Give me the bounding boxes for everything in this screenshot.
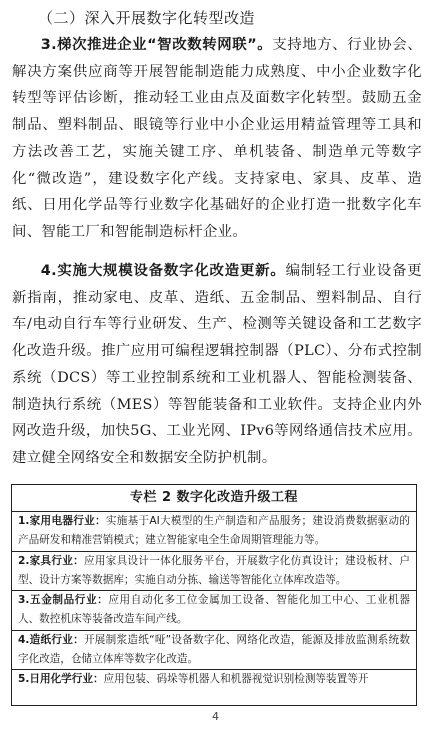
box-item-body: 开展制浆造纸“哑”设备数字化、网络化改造，能源及排放监测系统数字化改造，仓储立体库等数字化改造。 [18,633,410,666]
box-item-head: 2.家具行业： [18,554,85,567]
box-title: 专栏 2 数字化改造升级工程 [12,485,416,512]
box-item-head: 4.造纸行业： [18,633,84,646]
box-item-furniture [12,552,416,592]
box-item-head: 5.日用化学行业： [18,673,104,686]
box-item-daily-chemicals [12,670,416,689]
paragraph-body: 支持地方、行业协会、解决方案供应商等开展智能制造能力成熟度、中小企业数字化转型等评估诊断，推动轻工业由点及面数字化转型。鼓励五金制品、塑料制品、眼镜等行业中小企业运用精益管理等工具和方法改善工艺，实施关键工序、单机装备、制造单元等数字化“微改造”，建设数字化产线。支持家电、家具、皮革、造纸、日用化学品等行业数字化基础好的企业打造一批数字化车间、智能工厂和智能制造标杆企业。 [12,37,422,240]
page-number: 4 [212,710,219,723]
box-item-body: 应用自动化多工位金属加工设备、智能化加工中心、工业机器人、数控机床等装备改造车间产线。 [18,594,410,626]
box-item-body: 应用包装、码垛等机器人和机器视觉识别检测等装置等开 [103,673,369,686]
paragraph-lead: 3.梯次推进企业“智改数转网联”。 [40,37,273,53]
column-box [11,484,417,706]
section-heading: （二）深入开展数字化转型改造 [38,9,256,27]
box-item-body: 应用家具设计一体化服务平台，开展数字化仿真设计；建设板材、户型、设计方案等数据库；实施自动分拣、输送等智能化立体库改造等。 [18,554,410,586]
box-item-body: 实施基于AI大模型的生产制造和产品服务；建设消费数据驱动的产品研发和精准营销模式；建立智能家电全生命周期管理能力等。 [18,515,410,547]
paragraph-3 [12,32,422,246]
paragraph-4 [12,258,422,472]
box-item-appliances [12,512,416,552]
box-item-head: 1.家用电器行业： [18,515,106,527]
box-item-paper [12,631,416,671]
paragraph-lead: 4.实施大规模设备数字化改造更新。 [40,263,286,279]
box-item-head: 3.五金制品行业： [18,594,109,607]
paragraph-body: 编制轻工行业设备更新指南，推动家电、皮革、造纸、五金制品、塑料制品、自行车/电动自行车等行业研发、生产、检测等关键设备和工艺数字化改造升级。推广应用可编程逻辑控制器（PLC）、分布式控制系统（DCS）等工业控制系统和工业机器人、智能检测装备、制造执行系统（MES）等智能装备和工业软件。支持企业内外网改造升级，加快5G、工业光网、IPv6等网络通信技术应用。建立健全网络安全和数据安全防护机制。 [12,263,422,466]
box-item-hardware [12,591,416,631]
